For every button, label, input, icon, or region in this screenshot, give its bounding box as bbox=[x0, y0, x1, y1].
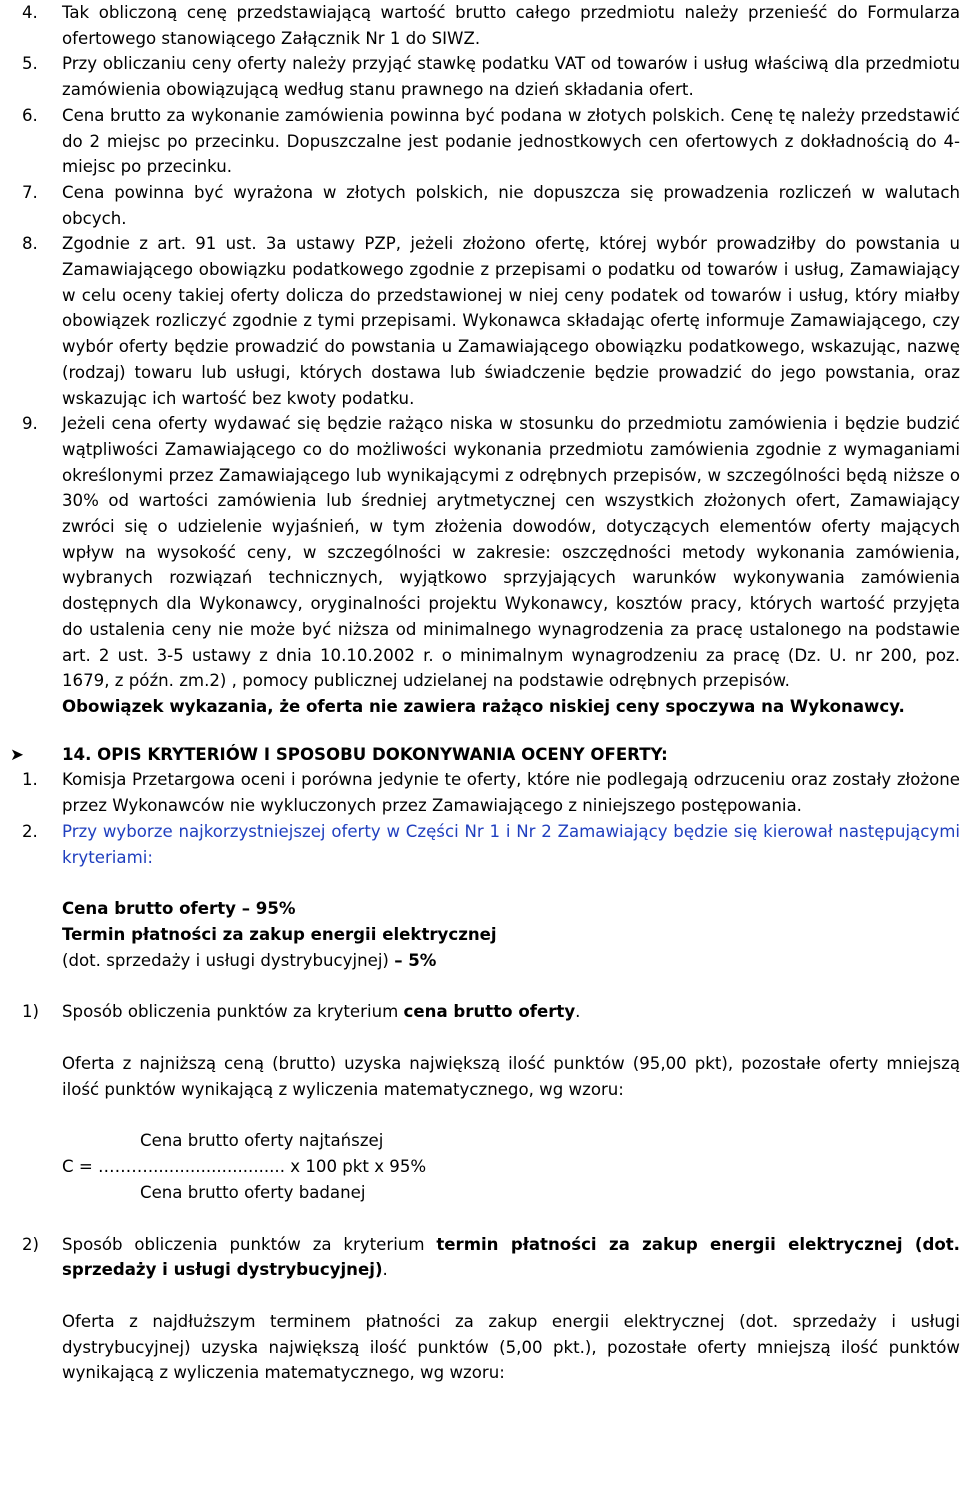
point-8 bbox=[22, 231, 960, 411]
point-number: 2. bbox=[22, 821, 38, 841]
spacer bbox=[22, 1025, 960, 1051]
point-4 bbox=[22, 0, 960, 51]
point-text-b: Cenę tę należy przedstawić do 2 miejsc po przecinku. bbox=[62, 105, 960, 151]
point-text: Komisja Przetargowa oceni i porówna jedynie te oferty, które nie podlegają odrzuceniu oraz zostały złożone przez Wykonawców nie wykluczonych przez Zamawiającego z niniejszego postępowania. bbox=[62, 770, 960, 816]
point-5 bbox=[22, 51, 960, 102]
method-1-description bbox=[22, 1051, 960, 1102]
point-text-a: Zgodnie z art. 91 ust. bbox=[62, 234, 257, 254]
point-number: 9. bbox=[22, 414, 38, 434]
point-number: 5. bbox=[22, 54, 38, 74]
criterion-weight: – 5% bbox=[394, 950, 437, 970]
description-text: Oferta z najniższą ceną (brutto) uzyska największą ilość punktów (95,00 pkt), pozostałe oferty mniejszą ilość punktów wynikającą z wyliczenia matematycznego, wg wzoru: bbox=[62, 1054, 960, 1099]
bold-note: Obowiązek wykazania, że oferta nie zawiera rażąco niskiej ceny spoczywa na Wykonawcy. bbox=[62, 696, 905, 716]
arrow-bullet-icon: ➤ bbox=[10, 744, 24, 764]
point-text: Jeżeli cena oferty wydawać się będzie rażąco niska w stosunku do przedmiotu zamówienia i będzie budzić wątpliwości Zamawiającego co do możliwości wykonania przedmiotu zamówienia zgodnie z wymaganiami określonymi przez Zamawiającego lub wynikającymi z odrębnych przepisów, w szczególności będą niższe o 30% od wartości zamówienia lub średniej arytmetycznej cen wszystkich złożonych ofert, Zamawiający zwróci się o udzielenie wyjaśnień, w tym złożenia dowodów, dotyczących elementów oferty mających wpływ na wysokość ceny, w szczególności w zakresie: oszczędności metody wykonania zamówienia, wybranych rozwiązań technicznych, wyjątkowo sprzyjających warunków wykonywania zamówienia dostępnych dla Wykonawcy, oryginalności projektu Wykonawcy, kosztów pracy, których wartość przyjęta do ustalenia ceny nie może być niższa od minimalnego wynagrodzenia za pracę ustalonego na podstawie art. 2 ust. 3-5 ustawy z dnia 10.10.2002 r. o minimalnym wynagrodzeniu za pracę (Dz. U. nr 200, poz. 1679, z późn. zm.2) , pomocy publicznej udzielanej na podstawie odrębnych przepisów. bbox=[62, 414, 960, 691]
method-criterion: cena brutto oferty bbox=[403, 1002, 576, 1022]
criterion-payment-term: Termin płatności za zakup energii elektrycznej bbox=[62, 924, 497, 944]
criterion-payment-term-detail bbox=[62, 948, 960, 974]
point-number: 4. bbox=[22, 3, 38, 22]
criterion-price: Cena brutto oferty – 95% bbox=[62, 899, 296, 919]
description-text: Oferta z najdłuższym terminem płatności za zakup energii elektrycznej (dot. sprzedaży i usługi dystrybucyjnej) uzyska największą ilość punktów (5,00 pkt.), pozostałe oferty mniejszą ilość punktów wynikającą z wyliczenia matematycznego, wg wzoru: bbox=[62, 1311, 960, 1383]
criteria-point-1 bbox=[22, 767, 960, 818]
section-heading-14 bbox=[10, 742, 960, 768]
formula-denominator: Cena brutto oferty badanej bbox=[140, 1182, 366, 1202]
point-7 bbox=[22, 180, 960, 231]
method-2-description bbox=[22, 1309, 960, 1386]
point-text: Przy wyborze najkorzystniejszej oferty w Części Nr 1 i Nr 2 Zamawiający będzie się kierował następującymi kryteriami: bbox=[62, 821, 960, 867]
point-text: Przy obliczaniu ceny oferty należy przyjąć stawkę podatku VAT od towarów i usług właściwą dla przedmiotu zamówienia obowiązującą według stanu prawnego na dzień składania ofert. bbox=[62, 54, 960, 100]
point-text-a: Cena brutto za wykonanie zamówienia powinna być podana w złotych polskich. bbox=[62, 105, 726, 125]
spacer bbox=[22, 1102, 960, 1128]
formula-numerator: Cena brutto oferty najtańszej bbox=[140, 1131, 384, 1151]
formula-equation: C = ……….......................... x 100 pkt x 95% bbox=[62, 1157, 427, 1177]
point-9 bbox=[22, 411, 960, 719]
point-text-c: Dopuszczalne jest podanie jednostkowych cen ofertowych z dokładnością do 4-miejsc po przecinku. bbox=[62, 131, 960, 177]
point-6 bbox=[22, 103, 960, 180]
criteria-list bbox=[22, 896, 960, 973]
method-text-end: . bbox=[382, 1260, 388, 1280]
criterion-detail-text: (dot. sprzedaży i usługi dystrybucyjnej) bbox=[62, 950, 395, 970]
point-number: 8. bbox=[22, 234, 38, 254]
point-text: Tak obliczoną cenę przedstawiającą wartość brutto całego przedmiotu należy przenieść do Formularza ofertowego stanowiącego Załącznik Nr 1 do SIWZ. bbox=[62, 3, 960, 48]
method-criterion: termin płatności za zakup energii elektrycznej (dot. sprzedaży i usługi dystrybucyjnej) bbox=[62, 1234, 960, 1280]
criteria-point-2 bbox=[22, 819, 960, 870]
method-2 bbox=[22, 1232, 960, 1283]
formula bbox=[22, 1128, 960, 1205]
point-text-b: 3a ustawy PZP, jeżeli złożono ofertę, której wybór prowadziłby do powstania u Zamawiającego obowiązku podatkowego zgodnie z przepisami o podatku od towarów i usług, Zamawiający w celu oceny takiej oferty dolicza do przedstawionej w niej ceny podatek od towarów i usług, który miałby obowiązek rozliczyć zgodnie z tymi przepisami. Wykonawca składając ofertę informuje Zamawiającego, czy wybór oferty będzie prowadzić do powstania u Zamawiającego obowiązku podatkowego, wskazując, nazwę (rodzaj) towaru lub usługi, których dostawa lub świadczenie będzie prowadzić do jego powstania, oraz wskazując ich wartość bez kwoty podatku. bbox=[62, 234, 960, 408]
point-number: 1) bbox=[22, 1002, 40, 1022]
method-text-end: . bbox=[575, 1002, 581, 1022]
point-number: 7. bbox=[22, 182, 38, 202]
point-text: Cena powinna być wyrażona w złotych polskich, nie dopuszcza się prowadzenia rozliczeń w walutach obcych. bbox=[62, 182, 960, 228]
heading-text: 14. OPIS KRYTERIÓW I SPOSOBU DOKONYWANIA OCENY OFERTY: bbox=[62, 744, 668, 764]
point-number: 1. bbox=[22, 770, 38, 790]
spacer bbox=[22, 1283, 960, 1309]
spacer bbox=[22, 1206, 960, 1232]
point-number: 6. bbox=[22, 105, 38, 125]
method-text: Sposób obliczenia punktów za kryterium bbox=[62, 1234, 437, 1254]
spacer bbox=[22, 973, 960, 999]
method-1 bbox=[22, 999, 960, 1025]
spacer bbox=[22, 870, 960, 896]
point-number: 2) bbox=[22, 1234, 40, 1254]
method-text: Sposób obliczenia punktów za kryterium bbox=[62, 1002, 404, 1022]
